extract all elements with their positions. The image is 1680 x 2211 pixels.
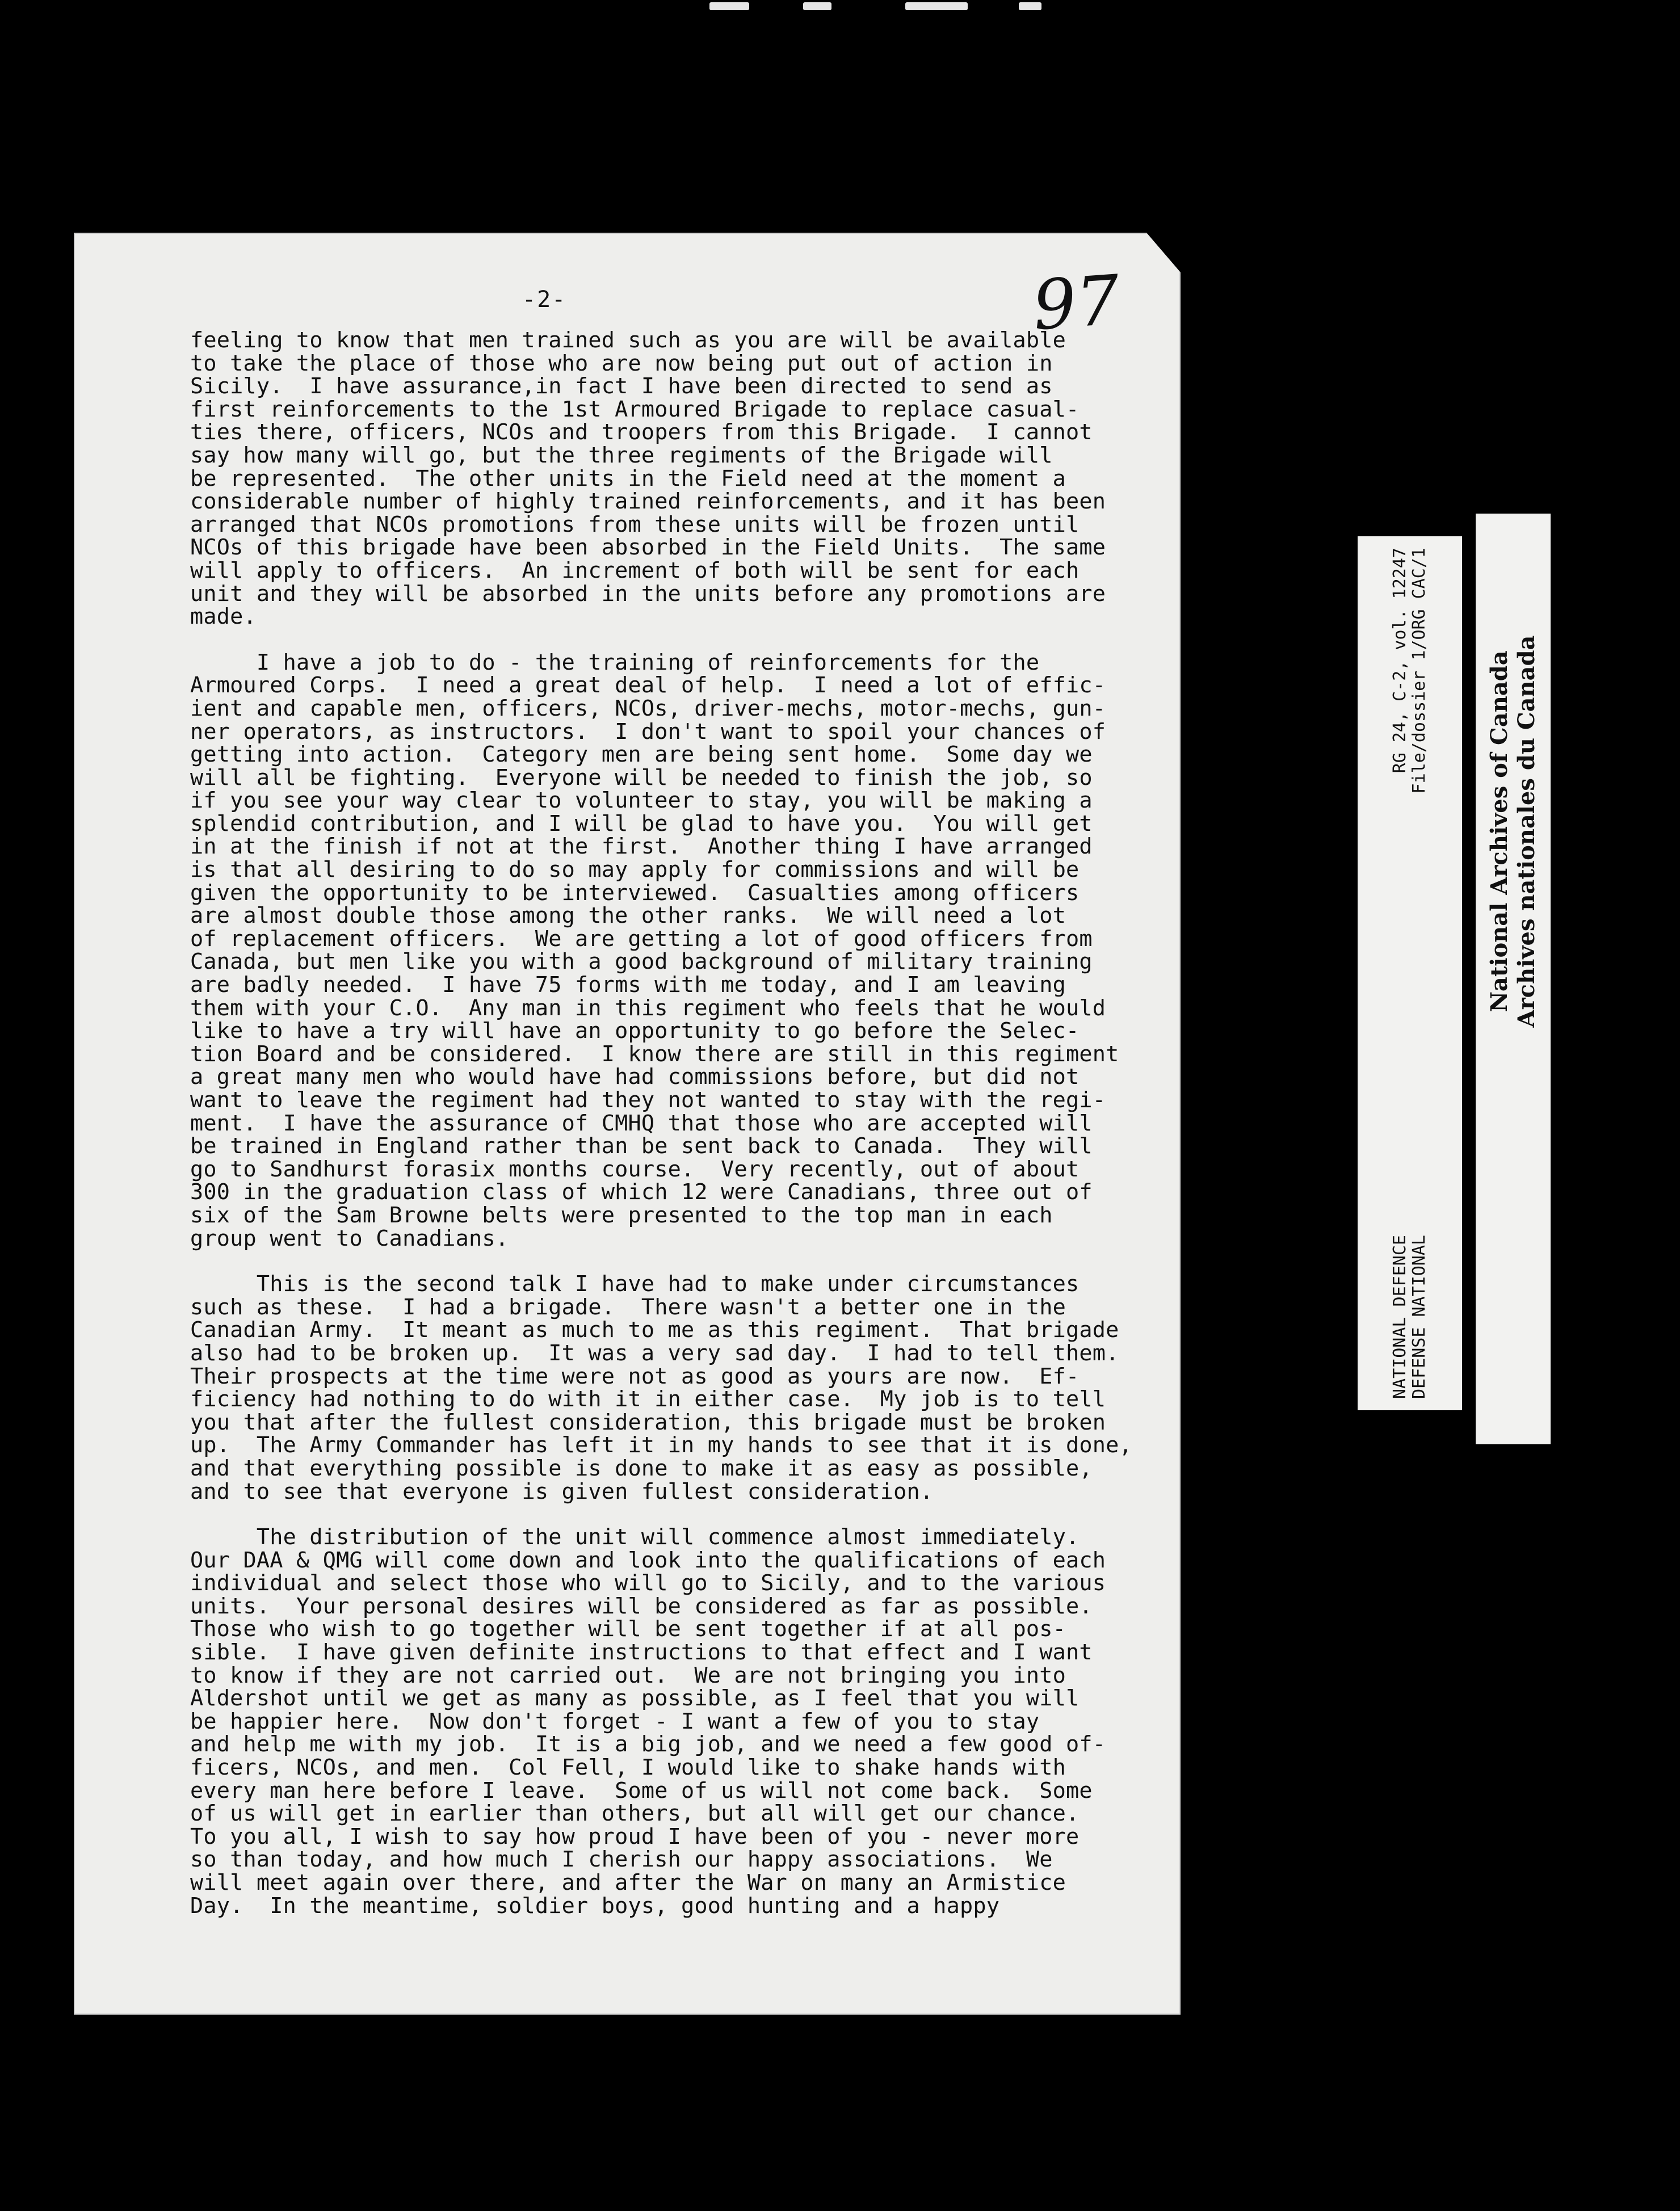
text-line: be trained in England rather than be sent back to Canada. They will bbox=[190, 1133, 1093, 1159]
text-line: are badly needed. I have 75 forms with me today, and I am leaving bbox=[190, 972, 1066, 998]
text-line: you that after the fullest consideration, this brigade must be broken bbox=[190, 1409, 1106, 1435]
ref-label-line1: RG 24, C-2, vol. 12247 bbox=[1390, 548, 1410, 774]
text-line: tion Board and be considered. I know there are still in this regiment bbox=[190, 1041, 1119, 1067]
text-line: is that all desiring to do so may apply for commissions and will be bbox=[190, 857, 1080, 883]
typed-body-text bbox=[190, 329, 1166, 1940]
dept-label-line2: DEFENSE NATIONAL bbox=[1409, 1235, 1429, 1399]
handwritten-folio-number: 97 bbox=[1030, 260, 1123, 346]
text-line: 300 in the graduation class of which 12 were Canadians, three out of bbox=[190, 1179, 1093, 1205]
text-line: and help me with my job. It is a big job, and we need a few good of- bbox=[190, 1731, 1106, 1758]
text-line: Aldershot until we get as many as possible, as I feel that you will bbox=[190, 1685, 1080, 1712]
document-page bbox=[74, 233, 1181, 2015]
text-line: to take the place of those who are now being put out of action in bbox=[190, 350, 1053, 376]
text-line: ment. I have the assurance of CMHQ that those who are accepted will bbox=[190, 1110, 1093, 1136]
text-line: them with your C.O. Any man in this regiment who feels that he would bbox=[190, 995, 1106, 1021]
text-line: NCOs of this brigade have been absorbed in the Field Units. The same bbox=[190, 535, 1106, 561]
text-line: The distribution of the unit will commence almost immediately. bbox=[190, 1524, 1080, 1550]
archival-reference-label bbox=[1358, 536, 1462, 1410]
dept-label-line1: NATIONAL DEFENCE bbox=[1390, 1235, 1410, 1399]
text-line: ient and capable men, officers, NCOs, driver-mechs, motor-mechs, gun- bbox=[190, 695, 1106, 721]
text-line: given the opportunity to be interviewed. Casualties among officers bbox=[190, 880, 1080, 906]
text-line: and that everything possible is done to make it as easy as possible, bbox=[190, 1455, 1093, 1481]
folded-corner bbox=[1146, 233, 1181, 272]
page-number: -2- bbox=[522, 287, 567, 313]
text-line: will meet again over there, and after the War on many an Armistice bbox=[190, 1870, 1066, 1895]
nac-label-english: National Archives of Canada bbox=[1486, 650, 1513, 1012]
text-line: I have a job to do - the training of reinforcements for the bbox=[190, 649, 1040, 675]
text-line: want to leave the regiment had they not wanted to stay with the regi- bbox=[190, 1087, 1106, 1113]
text-line: Our DAA & QMG will come down and look into the qualifications of each bbox=[190, 1547, 1106, 1573]
text-line: Sicily. I have assurance,in fact I have been directed to send as bbox=[190, 373, 1053, 400]
paragraph bbox=[190, 1526, 1166, 1918]
text-line: Canadian Army. It meant as much to me as this regiment. That brigade bbox=[190, 1317, 1119, 1343]
text-line: six of the Sam Browne belts were presented to the top man in each bbox=[190, 1202, 1053, 1228]
text-line: like to have a try will have an opportunity to go before the Selec- bbox=[190, 1018, 1080, 1044]
text-line: to know if they are not carried out. We are not bringing you into bbox=[190, 1662, 1066, 1688]
text-line: Those who wish to go together will be sent together if at all pos- bbox=[190, 1616, 1066, 1642]
text-line: be happier here. Now don't forget - I want a few of you to stay bbox=[190, 1708, 1040, 1734]
text-line: of replacement officers. We are getting a lot of good officers from bbox=[190, 926, 1093, 952]
scan-edge-specks bbox=[709, 2, 1061, 15]
text-line: of us will get in earlier than others, but all will get our chance. bbox=[190, 1801, 1080, 1827]
text-line: Their prospects at the time were not as good as yours are now. Ef- bbox=[190, 1363, 1080, 1389]
text-line: first reinforcements to the 1st Armoured Brigade to replace casual- bbox=[190, 396, 1080, 422]
nac-label-french: Archives nationales du Canada bbox=[1513, 635, 1540, 1028]
paragraph bbox=[190, 651, 1166, 1250]
text-line: arranged that NCOs promotions from these units will be frozen until bbox=[190, 511, 1080, 537]
paragraph bbox=[190, 329, 1166, 629]
text-line: ner operators, as instructors. I don't want to spoil your chances of bbox=[190, 718, 1106, 745]
text-line: units. Your personal desires will be considered as far as possible. bbox=[190, 1593, 1093, 1619]
text-line: such as these. I had a brigade. There wasn't a better one in the bbox=[190, 1294, 1066, 1320]
text-line: if you see your way clear to volunteer to stay, you will be making a bbox=[190, 788, 1093, 814]
text-line: ficers, NCOs, and men. Col Fell, I would like to shake hands with bbox=[190, 1755, 1066, 1781]
text-line: ties there, officers, NCOs and troopers from this Brigade. I cannot bbox=[190, 419, 1093, 445]
text-line: Day. In the meantime, soldier boys, good hunting and a happy bbox=[190, 1893, 1000, 1919]
paragraph bbox=[190, 1273, 1166, 1503]
text-line: every man here before I leave. Some of us will not come back. Some bbox=[190, 1777, 1093, 1804]
text-line: up. The Army Commander has left it in my hands to see that it is done, bbox=[190, 1432, 1132, 1458]
text-line: splendid contribution, and I will be glad to have you. You will get bbox=[190, 810, 1093, 837]
text-line: Canada, but men like you with a good background of military training bbox=[190, 949, 1093, 975]
text-line: getting into action. Category men are being sent home. Some day we bbox=[190, 742, 1093, 768]
text-line: sible. I have given definite instructions to that effect and I want bbox=[190, 1640, 1093, 1666]
text-line: Armoured Corps. I need a great deal of help. I need a lot of effic- bbox=[190, 672, 1106, 699]
text-line: go to Sandhurst forasix months course. Very recently, out of about bbox=[190, 1156, 1080, 1182]
text-line: unit and they will be absorbed in the units before any promotions are bbox=[190, 581, 1106, 607]
national-archives-label bbox=[1476, 514, 1551, 1444]
text-line: group went to Canadians. bbox=[190, 1225, 509, 1251]
text-line: made. bbox=[190, 604, 257, 630]
text-line: say how many will go, but the three regiments of the Brigade will bbox=[190, 442, 1053, 468]
ref-label-line2: File/dossier 1/ORG CAC/1 bbox=[1409, 548, 1429, 794]
text-line: so than today, and how much I cherish our happy associations. We bbox=[190, 1847, 1053, 1873]
text-line: individual and select those who will go to Sicily, and to the various bbox=[190, 1570, 1106, 1596]
text-line: feeling to know that men trained such as you are will be available bbox=[190, 327, 1066, 353]
text-line: be represented. The other units in the Field need at the moment a bbox=[190, 465, 1066, 491]
text-line: are almost double those among the other ranks. We will need a lot bbox=[190, 903, 1066, 929]
text-line: a great many men who would have had commissions before, but did not bbox=[190, 1064, 1080, 1090]
text-line: This is the second talk I have had to make under circumstances bbox=[190, 1271, 1080, 1297]
text-line: will all be fighting. Everyone will be needed to finish the job, so bbox=[190, 764, 1093, 791]
text-line: considerable number of highly trained reinforcements, and it has been bbox=[190, 489, 1106, 515]
text-line: also had to be broken up. It was a very sad day. I had to tell them. bbox=[190, 1340, 1119, 1366]
text-line: in at the finish if not at the first. Another thing I have arranged bbox=[190, 834, 1093, 860]
text-line: ficiency had nothing to do with it in either case. My job is to tell bbox=[190, 1386, 1106, 1413]
text-line: will apply to officers. An increment of both will be sent for each bbox=[190, 557, 1080, 583]
text-line: and to see that everyone is given fullest consideration. bbox=[190, 1478, 934, 1504]
text-line: To you all, I wish to say how proud I have been of you - never more bbox=[190, 1823, 1080, 1849]
